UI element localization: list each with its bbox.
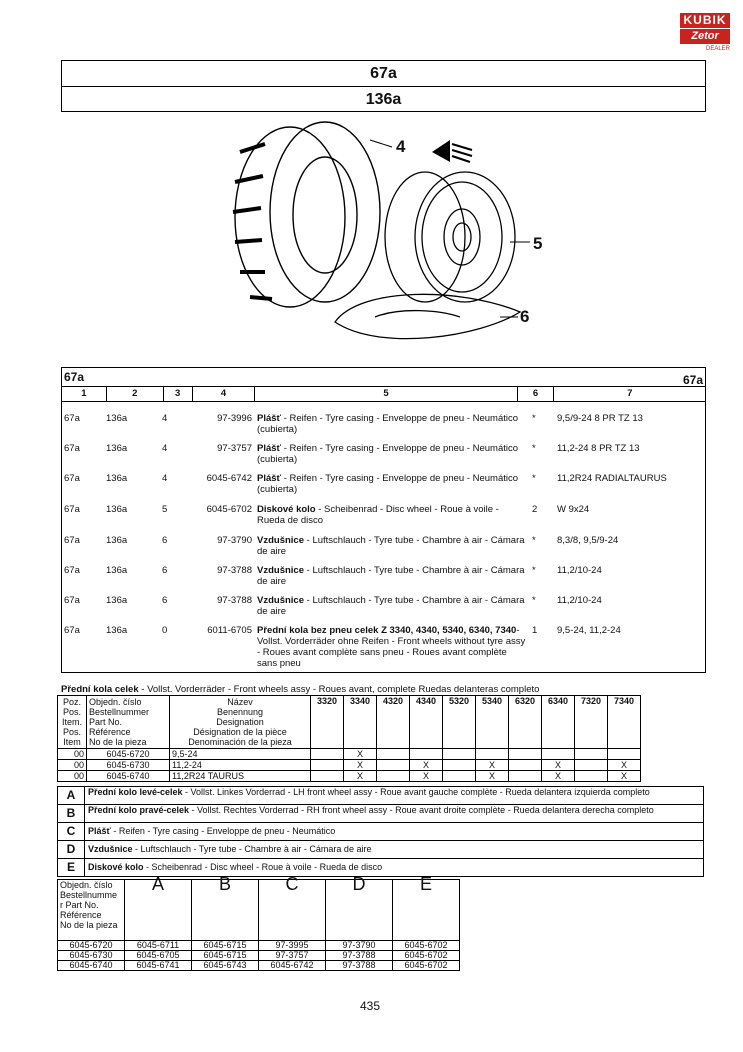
table-row: 6045-6740 6045-6741 6045-6743 6045-6742 97-3788 6045-6702	[58, 961, 460, 971]
callout-4: 4	[396, 137, 406, 156]
callout-5: 5	[533, 234, 543, 253]
legend-row: B Přední kolo pravé-celek - Vollst. Rechtes Vorderrad - RH front wheel assy - Roue avant droite complète - Rueda delantera derecha completo	[57, 805, 704, 823]
logo-sub: Zetor	[680, 29, 730, 44]
page-number: 435	[360, 999, 381, 1013]
table-row: 00 6045-6730 11,2-24 X X X X X	[58, 760, 641, 771]
group-code-2: 136a	[62, 86, 705, 112]
leader-4	[370, 140, 392, 147]
table-row: 00 6045-6740 11,2R24 TAURUS X X X X X	[58, 771, 641, 782]
legend-row: C Plášť - Reifen - Tyre casing - Enveloppe de pneu - Neumático	[57, 823, 704, 841]
model-col: 4320	[377, 696, 410, 749]
xref-col-c: C	[259, 880, 326, 941]
model-col: 7320	[575, 696, 608, 749]
rim-drawing	[385, 172, 515, 302]
tyre-drawing	[233, 122, 380, 307]
logo-brand: KUBIK	[680, 13, 730, 28]
model-col: 3340	[344, 696, 377, 749]
table-row: 6045-6720 6045-6711 6045-6715 97-3995 97-3790 6045-6702	[58, 941, 460, 951]
model-col: 4340	[410, 696, 443, 749]
group-code-1: 67a	[370, 65, 397, 82]
callout-6: 6	[520, 307, 530, 326]
model-col: 7340	[608, 696, 641, 749]
col-num-6: 6	[518, 387, 555, 401]
model-col: 5320	[443, 696, 476, 749]
col-num-7: 7	[627, 388, 633, 399]
logo-dealer: DEALER	[705, 46, 730, 52]
assy-table	[57, 695, 641, 782]
column-number-row	[62, 387, 705, 402]
model-col: 6320	[509, 696, 542, 749]
legend-row: A Přední kolo levé-celek - Vollst. Linkes Vorderrad - LH front wheel assy - Roue avant gauche complète - Rueda delantera izquierda completo	[57, 786, 704, 805]
section-code-left: 67a	[64, 370, 85, 384]
assy-head-name: Název Benennung Designation Désignation de la pièce Denominación de la pieza	[170, 696, 311, 749]
table-row: 00 6045-6720 9,5-24 X	[58, 749, 641, 760]
assy-title: Přední kola celek - Vollst. Vorderräder - Front wheels assy - Roues avant, complete Ruedas delanteras completo	[61, 684, 540, 695]
legend-list	[57, 786, 704, 877]
parts-rows: 67a 136a 4 97-3996 Plášť - Reifen - Tyre casing - Enveloppe de pneu - Neumático (cubierta) * 9,5/9-24 8 PR TZ 13 67a 136a 4 97-3757 Plášť - Reifen - Tyre casing - Enveloppe de pneu - Neumático (cubierta) * 11,2-24 8 PR TZ 13 67a 136a 4 6045-6742 Plášť - Reifen - Tyre casing - Enveloppe de pneu - Neumático (cubierta) * 11,2R24 RADIALTAURUS 67a 136a 5 6045-6702 Diskové kolo - Scheibenrad - Disc wheel - Roue à voile - Rueda de disco 2 W 9x24 67a 136a 6 97-3790 Vzdušnice - Luftschlauch - Tyre tube - Chambre à air - Cámara de aire * 8,3/8, 9,5/9-24 67a 136a 6 97-3788 Vzdušnice - Luftschlauch - Tyre tube - Chambre à air - Cámara de aire * 11,2/10-24 67a 136a 6 97-3788 Vzdušnice - Luftschlauch - Tyre tube - Chambre à air - Cámara de aire * 11,2/10-24 67a 136a 0 6011-6705 Přední kola bez pneu celek Z 3340, 4340, 5340, 6340, 7340- Vollst. Vorderräder ohne Reifen - Front wheels without tyre assy - Roues avant complète sans pneu - Roues avant complète sans pneu 1 9,5-24, 11,2-24	[64, 413, 667, 669]
tube-drawing	[335, 294, 520, 338]
model-col: 5340	[476, 696, 509, 749]
col-num-1: 1	[62, 387, 107, 401]
direction-arrow	[432, 140, 472, 162]
col-num-3: 3	[164, 387, 193, 401]
xref-col-e: E	[393, 880, 460, 941]
group-header-box	[61, 60, 706, 112]
xref-col-d: D	[326, 880, 393, 941]
model-col: 3320	[311, 696, 344, 749]
assy-head-pos: Poz. Pos. Item. Pos. Item	[58, 696, 87, 749]
col-num-5: 5	[255, 387, 517, 401]
col-num-2: 2	[107, 387, 164, 401]
section-code-right: 67a	[682, 373, 703, 387]
xref-table	[57, 874, 460, 971]
model-col: 6340	[542, 696, 575, 749]
legend-row: E Diskové kolo - Scheibenrad - Disc wheel - Roue à voile - Rueda de disco	[57, 859, 704, 877]
xref-col-b: B	[192, 880, 259, 941]
table-row: 6045-6730 6045-6705 6045-6715 97-3757 97-3788 6045-6702	[58, 951, 460, 961]
parts-table	[61, 367, 706, 673]
legend-row: D Vzdušnice - Luftschlauch - Tyre tube - Chambre à air - Cámara de aire	[57, 841, 704, 859]
kubik-zetor-logo	[680, 13, 730, 61]
assy-head-num: Objedn. číslo Bestellnummer Part No. Référence No de la pieza	[87, 696, 170, 749]
parts-section-header	[62, 368, 705, 387]
xref-head: Objedn. číslo Bestellnumme r Part No. Référence No de la pieza	[58, 880, 125, 941]
col-num-4: 4	[193, 387, 256, 401]
xref-col-a: A	[125, 880, 192, 941]
wheel-illustration	[200, 112, 560, 352]
